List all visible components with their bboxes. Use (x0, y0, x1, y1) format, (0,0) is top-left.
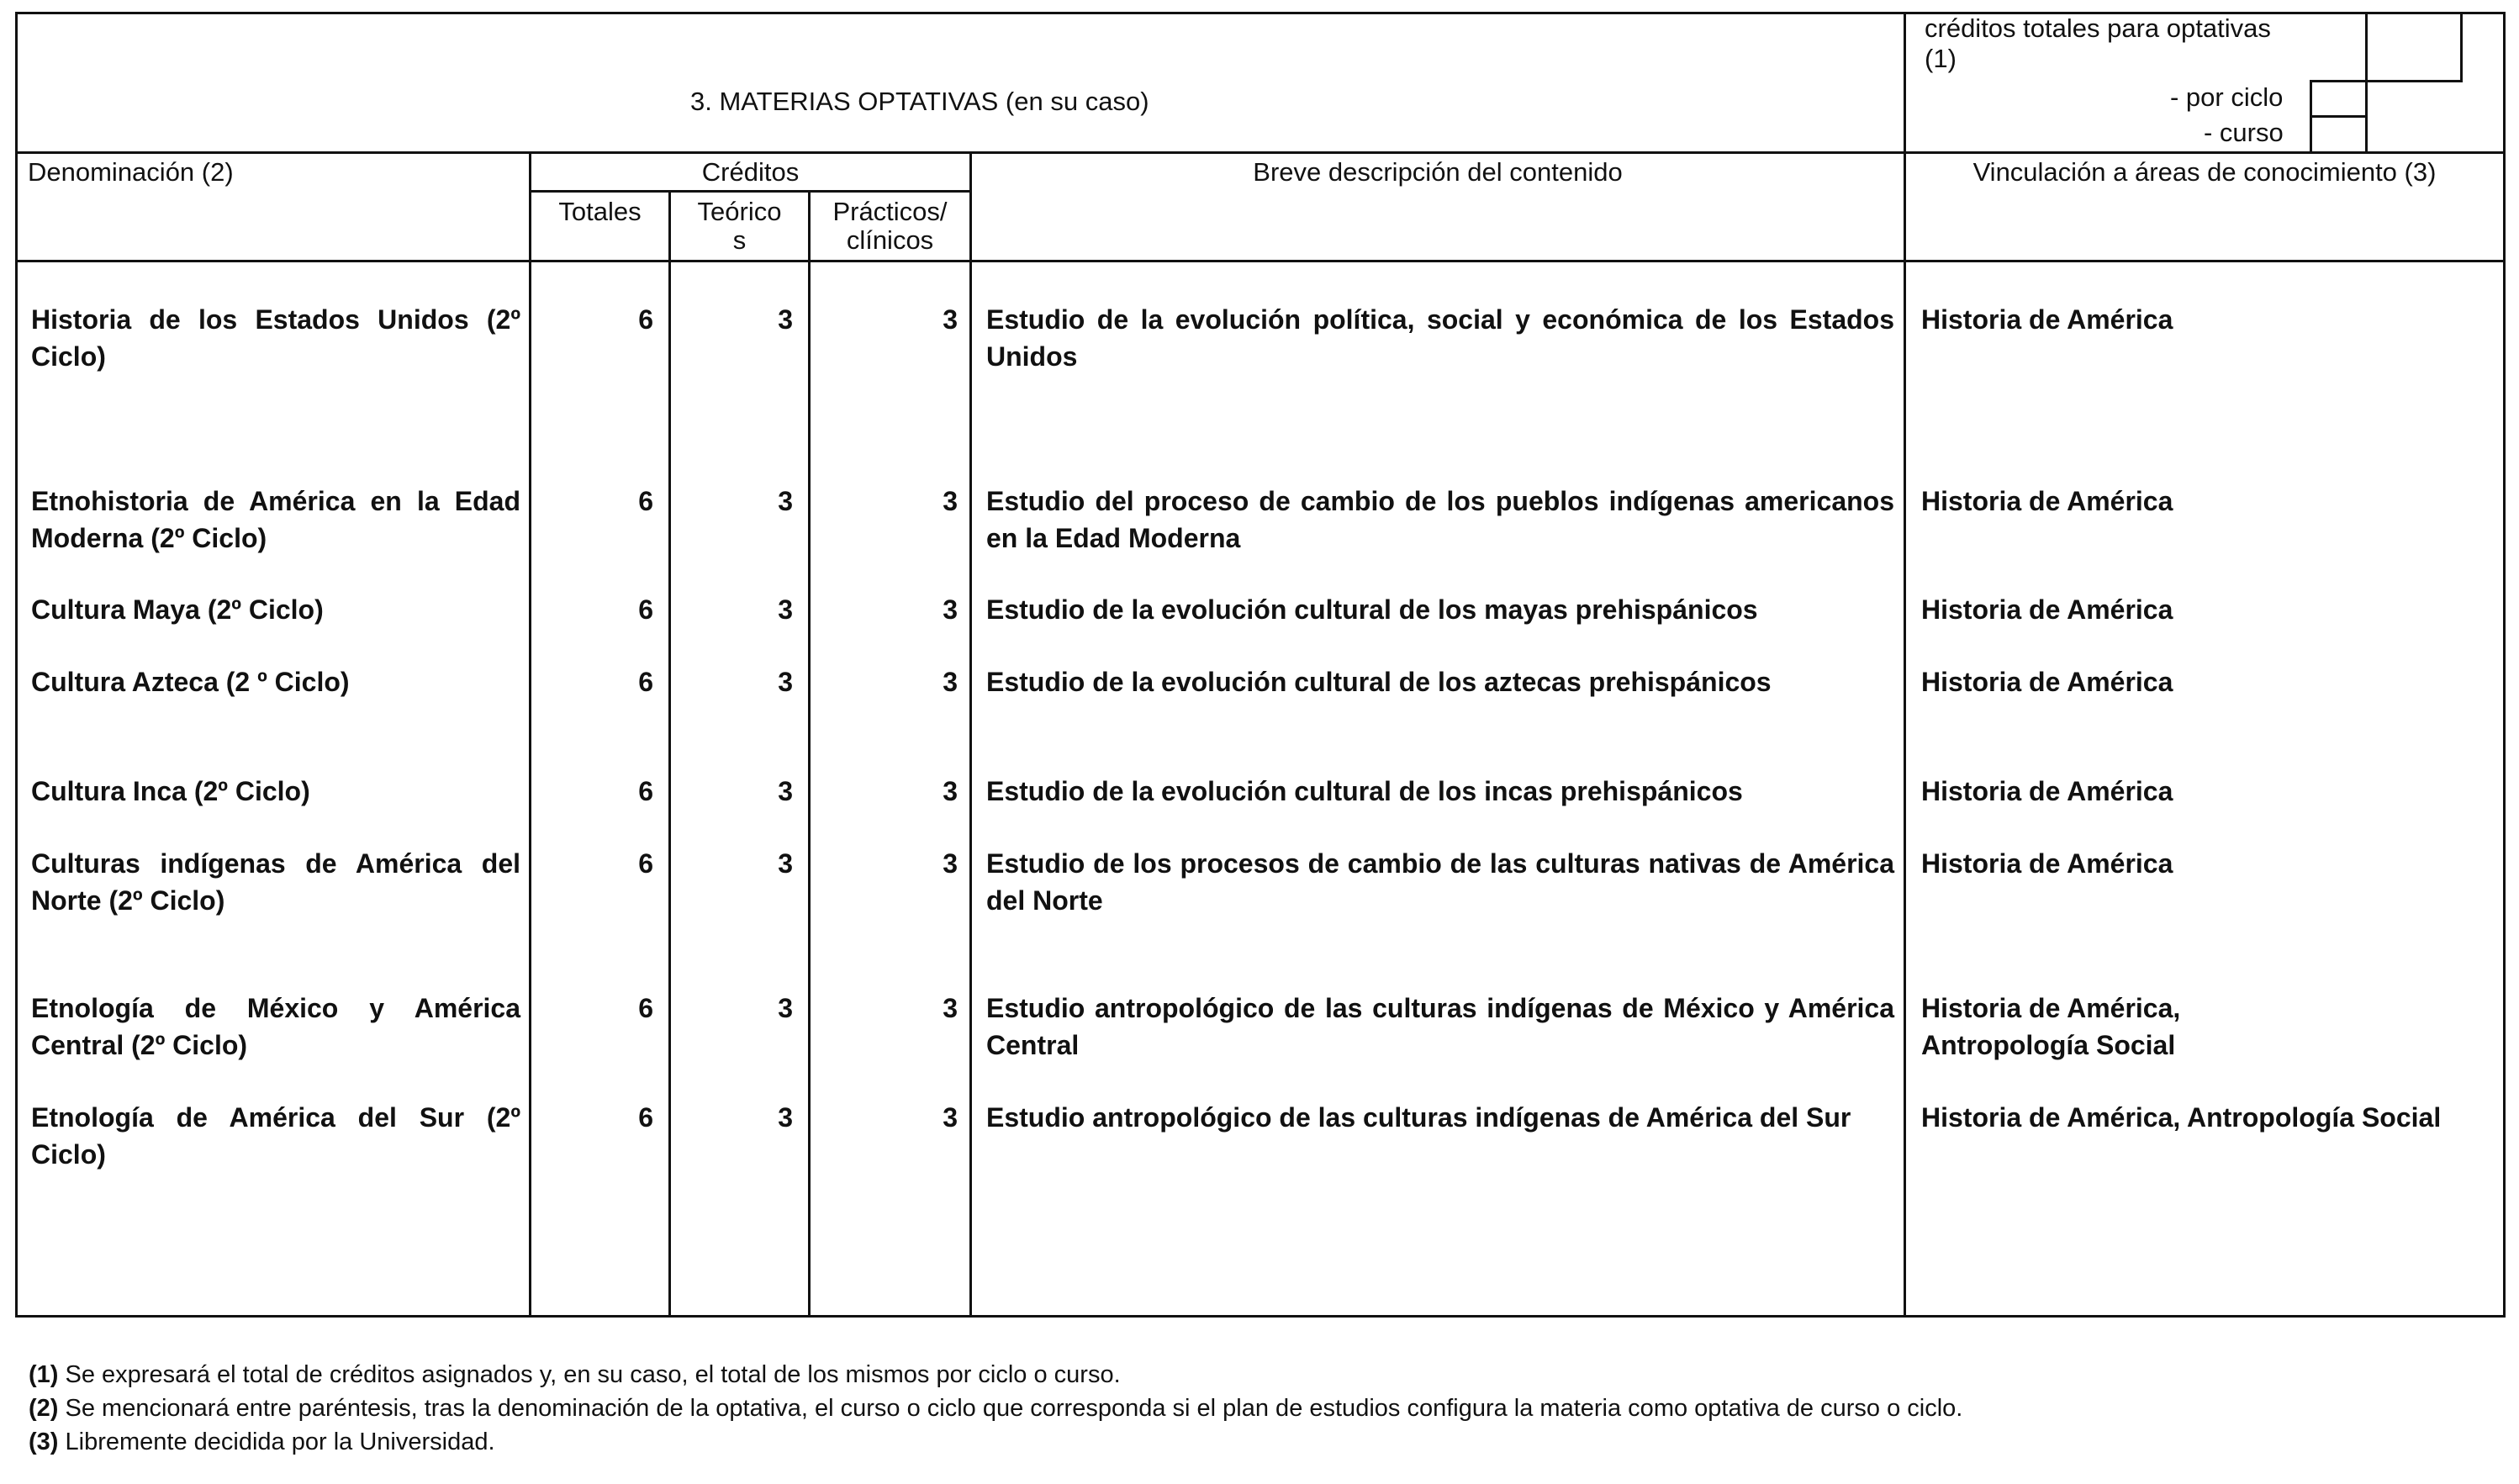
footnote-3: (3) Libremente decidida por la Universidad. (29, 1429, 495, 1455)
header-denominacion: Denominación (2) (28, 157, 234, 187)
row-7-totales: 6 (638, 993, 653, 1023)
per-course-label: - curso (2204, 118, 2284, 147)
per-cycle-box (2310, 80, 2368, 118)
row-3-description: Estudio de la evolución cultural de los mayas prehispánicos (986, 594, 1758, 625)
row-5-name: Cultura Inca (2º Ciclo) (31, 776, 310, 806)
row-2-area: Historia de América (1921, 486, 2173, 516)
row-3-totales: 6 (638, 594, 653, 625)
footnotes (29, 1358, 1962, 1459)
row-3-area: Historia de América (1921, 594, 2173, 625)
per-course-box (2310, 115, 2368, 154)
section-title: 3. MATERIAS OPTATIVAS (en su caso) (690, 87, 1149, 116)
row-4-teoricos: 3 (778, 667, 793, 697)
row-6-name: Culturas indígenas de América del Norte (2º Ciclo) (31, 848, 520, 916)
row-1-practicos: 3 (943, 304, 958, 335)
row-7-teoricos: 3 (778, 993, 793, 1023)
row-8-description: Estudio antropológico de las culturas indígenas de América del Sur (986, 1102, 1851, 1133)
row-8-totales: 6 (638, 1102, 653, 1133)
row-3-name: Cultura Maya (2º Ciclo) (31, 594, 324, 625)
row-1-name: Historia de los Estados Unidos (2º Ciclo) (31, 304, 520, 372)
row-5-totales: 6 (638, 776, 653, 806)
header-creditos: Créditos (701, 157, 800, 187)
row-7-area: Historia de América, Antropología Social (1921, 993, 2181, 1060)
row-4-practicos: 3 (943, 667, 958, 697)
row-7-practicos: 3 (943, 993, 958, 1023)
row-6-totales: 6 (638, 848, 653, 879)
credits-box-label: créditos totales para optativas (1925, 13, 2271, 43)
header-vinculacion: Vinculación a áreas de conocimiento (3) (1972, 157, 2437, 187)
row-2-name: Etnohistoria de América en la Edad Moderna (2º Ciclo) (31, 486, 520, 553)
row-8-practicos: 3 (943, 1102, 958, 1133)
row-2-description: Estudio del proceso de cambio de los pueblos indígenas americanos en la Edad Moderna (986, 486, 1894, 553)
header-teoricos-line1: Teórico (697, 197, 782, 226)
row-8-area: Historia de América, Antropología Social (1921, 1102, 2442, 1133)
row-3-teoricos: 3 (778, 594, 793, 625)
row-5-area: Historia de América (1921, 776, 2173, 806)
row-4-area: Historia de América (1921, 667, 2173, 697)
header-practicos-line1: Prácticos/ (832, 197, 948, 226)
header-totales: Totales (558, 197, 642, 226)
row-1-teoricos: 3 (778, 304, 793, 335)
optativas-table (15, 12, 2506, 1318)
credits-total-box (2365, 12, 2463, 82)
per-cycle-label: - por ciclo (2170, 82, 2284, 112)
row-4-description: Estudio de la evolución cultural de los aztecas prehispánicos (986, 667, 1772, 697)
row-6-area: Historia de América (1921, 848, 2173, 879)
row-4-totales: 6 (638, 667, 653, 697)
row-5-teoricos: 3 (778, 776, 793, 806)
row-4-name: Cultura Azteca (2 º Ciclo) (31, 667, 350, 697)
footnote-1: (1) Se expresará el total de créditos asignados y, en su caso, el total de los mismos por ciclo o curso. (29, 1361, 1121, 1388)
row-8-name: Etnología de América del Sur (2º Ciclo) (31, 1102, 520, 1170)
row-7-name: Etnología de México y América Central (2º Ciclo) (31, 993, 520, 1060)
row-7-description: Estudio antropológico de las culturas indígenas de México y América Central (986, 993, 1894, 1060)
credits-box-note: (1) (1925, 44, 1957, 73)
row-5-description: Estudio de la evolución cultural de los incas prehispánicos (986, 776, 1743, 806)
row-8-teoricos: 3 (778, 1102, 793, 1133)
row-2-practicos: 3 (943, 486, 958, 516)
footnote-2: (2) Se mencionará entre paréntesis, tras la denominación de la optativa, el curso o ciclo que corresponda si el plan de estudios configura la materia como optativa de curso o ciclo. (29, 1395, 1963, 1422)
row-2-totales: 6 (638, 486, 653, 516)
row-1-area: Historia de América (1921, 304, 2173, 335)
row-6-description: Estudio de los procesos de cambio de las culturas nativas de América del Norte (986, 848, 1894, 916)
row-1-totales: 6 (638, 304, 653, 335)
header-teoricos-line2: s (732, 225, 747, 255)
header-practicos-line2: clínicos (846, 225, 934, 255)
row-5-practicos: 3 (943, 776, 958, 806)
row-2-teoricos: 3 (778, 486, 793, 516)
row-1-description: Estudio de la evolución política, social y económica de los Estados Unidos (986, 304, 1894, 372)
row-6-practicos: 3 (943, 848, 958, 879)
row-3-practicos: 3 (943, 594, 958, 625)
row-6-teoricos: 3 (778, 848, 793, 879)
header-descripcion: Breve descripción del contenido (1253, 157, 1623, 187)
